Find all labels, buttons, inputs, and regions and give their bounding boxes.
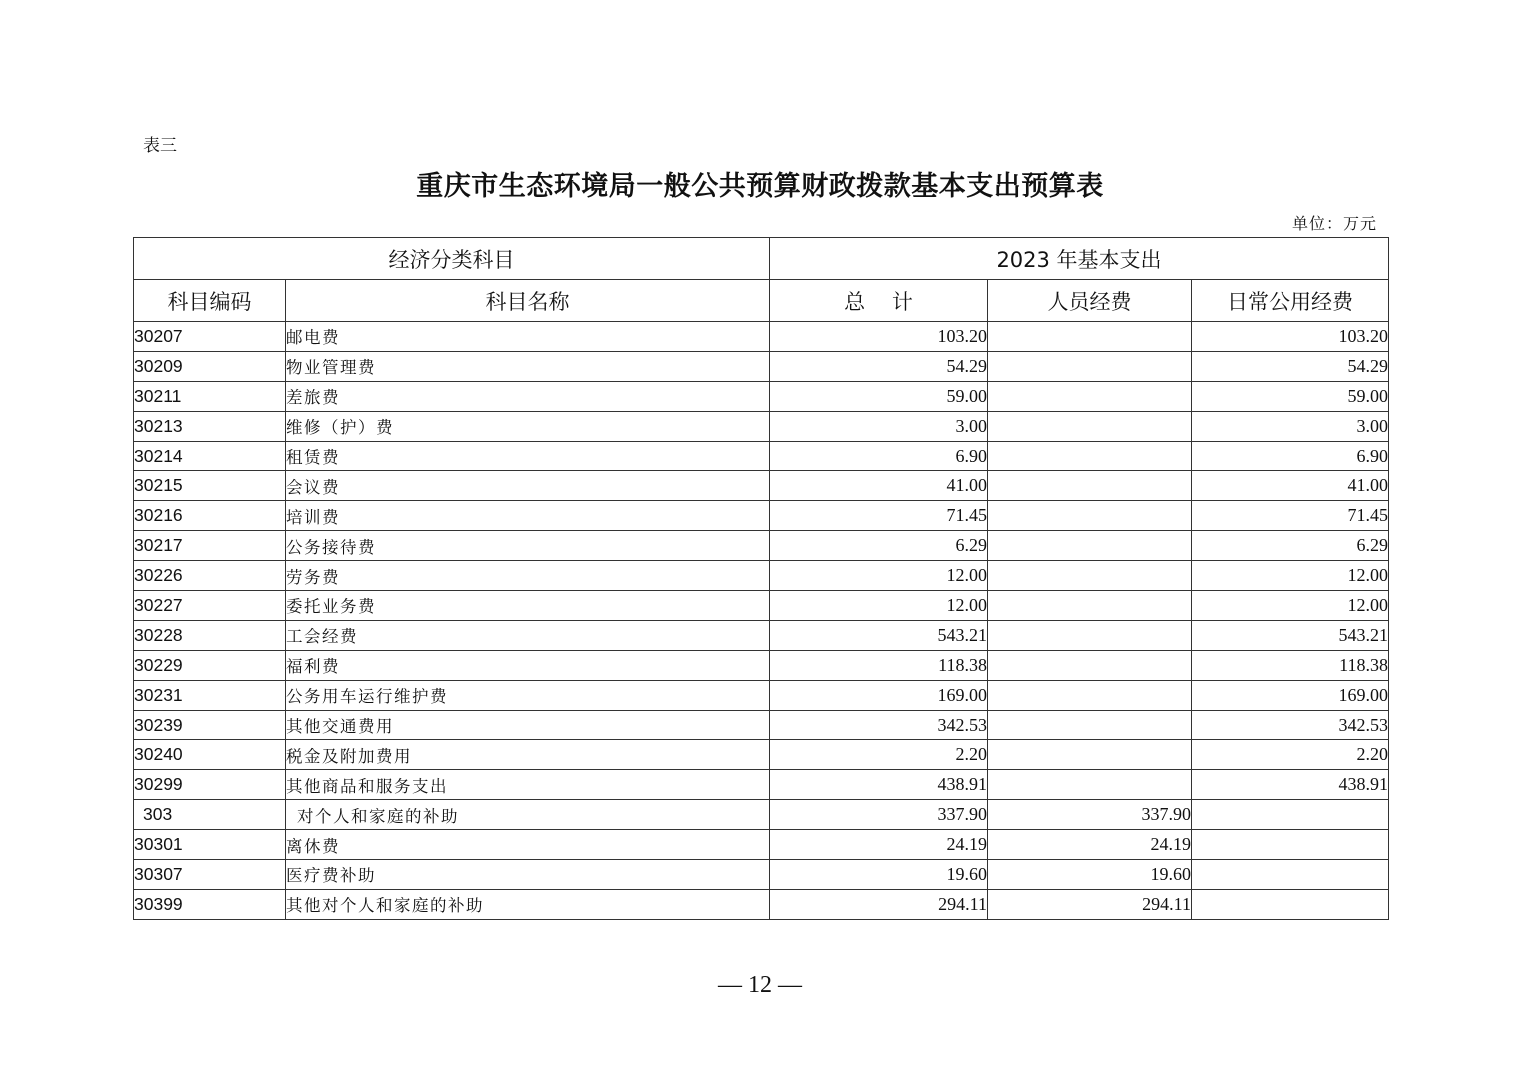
row-public: [1192, 800, 1389, 830]
row-total: 342.53: [770, 710, 988, 740]
row-public: 103.20: [1192, 322, 1389, 352]
table-row: [134, 471, 1389, 501]
row-public: 118.38: [1192, 650, 1389, 680]
row-total: 6.90: [770, 441, 988, 471]
header-row-group: [134, 238, 1389, 280]
row-personnel: [988, 561, 1192, 591]
row-name: 委托业务费: [286, 591, 770, 621]
row-public: 438.91: [1192, 770, 1389, 800]
row-public: 342.53: [1192, 710, 1389, 740]
unit-label: 单位：万元: [1291, 214, 1377, 233]
row-name: 维修（护）费: [286, 411, 770, 441]
row-total: 337.90: [770, 800, 988, 830]
row-name: 差旅费: [286, 381, 770, 411]
row-personnel: [988, 381, 1192, 411]
row-name: 工会经费: [286, 620, 770, 650]
row-public: 12.00: [1192, 591, 1389, 621]
row-personnel: [988, 591, 1192, 621]
table-row: [134, 770, 1389, 800]
row-name: 其他交通费用: [286, 710, 770, 740]
row-total: 3.00: [770, 411, 988, 441]
row-personnel: 19.60: [988, 860, 1192, 890]
header-total: 总 计: [770, 280, 988, 322]
row-code: 30211: [134, 381, 286, 411]
row-public: 41.00: [1192, 471, 1389, 501]
row-total: 6.29: [770, 531, 988, 561]
row-personnel: [988, 471, 1192, 501]
row-public: 6.29: [1192, 531, 1389, 561]
table-row: [134, 710, 1389, 740]
row-total: 294.11: [770, 889, 988, 919]
row-code: 30240: [134, 740, 286, 770]
row-personnel: [988, 531, 1192, 561]
table-row: [134, 680, 1389, 710]
table-row: [134, 800, 1389, 830]
table-body: [134, 322, 1389, 920]
row-total: 12.00: [770, 561, 988, 591]
table-row: [134, 591, 1389, 621]
row-public: 54.29: [1192, 351, 1389, 381]
row-public: 543.21: [1192, 620, 1389, 650]
header-2023-basic-expenditure: 2023 年基本支出: [770, 238, 1389, 280]
row-code: 30227: [134, 591, 286, 621]
row-total: 12.00: [770, 591, 988, 621]
table-row: [134, 740, 1389, 770]
header-subject-code: 科目编码: [134, 280, 286, 322]
row-code: 30307: [134, 860, 286, 890]
row-personnel: 24.19: [988, 830, 1192, 860]
row-public: 71.45: [1192, 501, 1389, 531]
row-personnel: [988, 322, 1192, 352]
row-name: 税金及附加费用: [286, 740, 770, 770]
row-code: 30209: [134, 351, 286, 381]
table-row: [134, 889, 1389, 919]
row-public: 3.00: [1192, 411, 1389, 441]
row-total: 118.38: [770, 650, 988, 680]
table-row: [134, 561, 1389, 591]
row-name: 其他对个人和家庭的补助: [286, 889, 770, 919]
row-name: 离休费: [286, 830, 770, 860]
row-total: 24.19: [770, 830, 988, 860]
table-row: [134, 531, 1389, 561]
row-name: 邮电费: [286, 322, 770, 352]
row-personnel: [988, 411, 1192, 441]
row-total: 59.00: [770, 381, 988, 411]
row-total: 54.29: [770, 351, 988, 381]
table-row: [134, 381, 1389, 411]
row-personnel: 294.11: [988, 889, 1192, 919]
table-label: 表三: [143, 136, 177, 156]
row-code: 30217: [134, 531, 286, 561]
row-code: 30226: [134, 561, 286, 591]
row-name: 租赁费: [286, 441, 770, 471]
row-total: 71.45: [770, 501, 988, 531]
row-public: 169.00: [1192, 680, 1389, 710]
page-number: — 12 —: [718, 972, 802, 998]
row-personnel: [988, 650, 1192, 680]
row-name: 公务接待费: [286, 531, 770, 561]
row-name: 会议费: [286, 471, 770, 501]
budget-table: [133, 237, 1389, 920]
row-code: 30207: [134, 322, 286, 352]
row-public: 2.20: [1192, 740, 1389, 770]
row-personnel: [988, 501, 1192, 531]
row-code: 30301: [134, 830, 286, 860]
row-total: 19.60: [770, 860, 988, 890]
row-name: 其他商品和服务支出: [286, 770, 770, 800]
row-personnel: [988, 770, 1192, 800]
row-total: 169.00: [770, 680, 988, 710]
row-name: 物业管理费: [286, 351, 770, 381]
row-personnel: 337.90: [988, 800, 1192, 830]
row-total: 103.20: [770, 322, 988, 352]
row-code: 30231: [134, 680, 286, 710]
table-row: [134, 351, 1389, 381]
row-name: 对个人和家庭的补助: [286, 800, 770, 830]
header-public-expense: 日常公用经费: [1192, 280, 1389, 322]
row-code: 30213: [134, 411, 286, 441]
row-code: 30228: [134, 620, 286, 650]
row-total: 2.20: [770, 740, 988, 770]
table-row: [134, 620, 1389, 650]
row-code: 30229: [134, 650, 286, 680]
row-name: 公务用车运行维护费: [286, 680, 770, 710]
row-name: 医疗费补助: [286, 860, 770, 890]
row-personnel: [988, 710, 1192, 740]
page-title: 重庆市生态环境局一般公共预算财政拨款基本支出预算表: [416, 171, 1104, 202]
row-public: 12.00: [1192, 561, 1389, 591]
row-personnel: [988, 441, 1192, 471]
table-row: [134, 830, 1389, 860]
row-total: 543.21: [770, 620, 988, 650]
row-public: [1192, 830, 1389, 860]
row-code: 30214: [134, 441, 286, 471]
row-personnel: [988, 740, 1192, 770]
row-code: 30216: [134, 501, 286, 531]
row-public: [1192, 889, 1389, 919]
row-name: 福利费: [286, 650, 770, 680]
row-code: 30215: [134, 471, 286, 501]
table-row: [134, 860, 1389, 890]
row-public: 59.00: [1192, 381, 1389, 411]
table-row: [134, 501, 1389, 531]
row-code: 30399: [134, 889, 286, 919]
row-personnel: [988, 620, 1192, 650]
header-economic-classification: 经济分类科目: [134, 238, 770, 280]
row-personnel: [988, 351, 1192, 381]
row-public: 6.90: [1192, 441, 1389, 471]
row-name: 劳务费: [286, 561, 770, 591]
table-row: [134, 441, 1389, 471]
table-row: [134, 650, 1389, 680]
header-subject-name: 科目名称: [286, 280, 770, 322]
row-total: 438.91: [770, 770, 988, 800]
row-total: 41.00: [770, 471, 988, 501]
row-code: 30239: [134, 710, 286, 740]
table-row: [134, 411, 1389, 441]
row-name: 培训费: [286, 501, 770, 531]
table-row: [134, 322, 1389, 352]
row-code: 303: [134, 800, 286, 830]
row-personnel: [988, 680, 1192, 710]
row-code: 30299: [134, 770, 286, 800]
header-personnel-expense: 人员经费: [988, 280, 1192, 322]
row-public: [1192, 860, 1389, 890]
header-row-columns: [134, 280, 1389, 322]
